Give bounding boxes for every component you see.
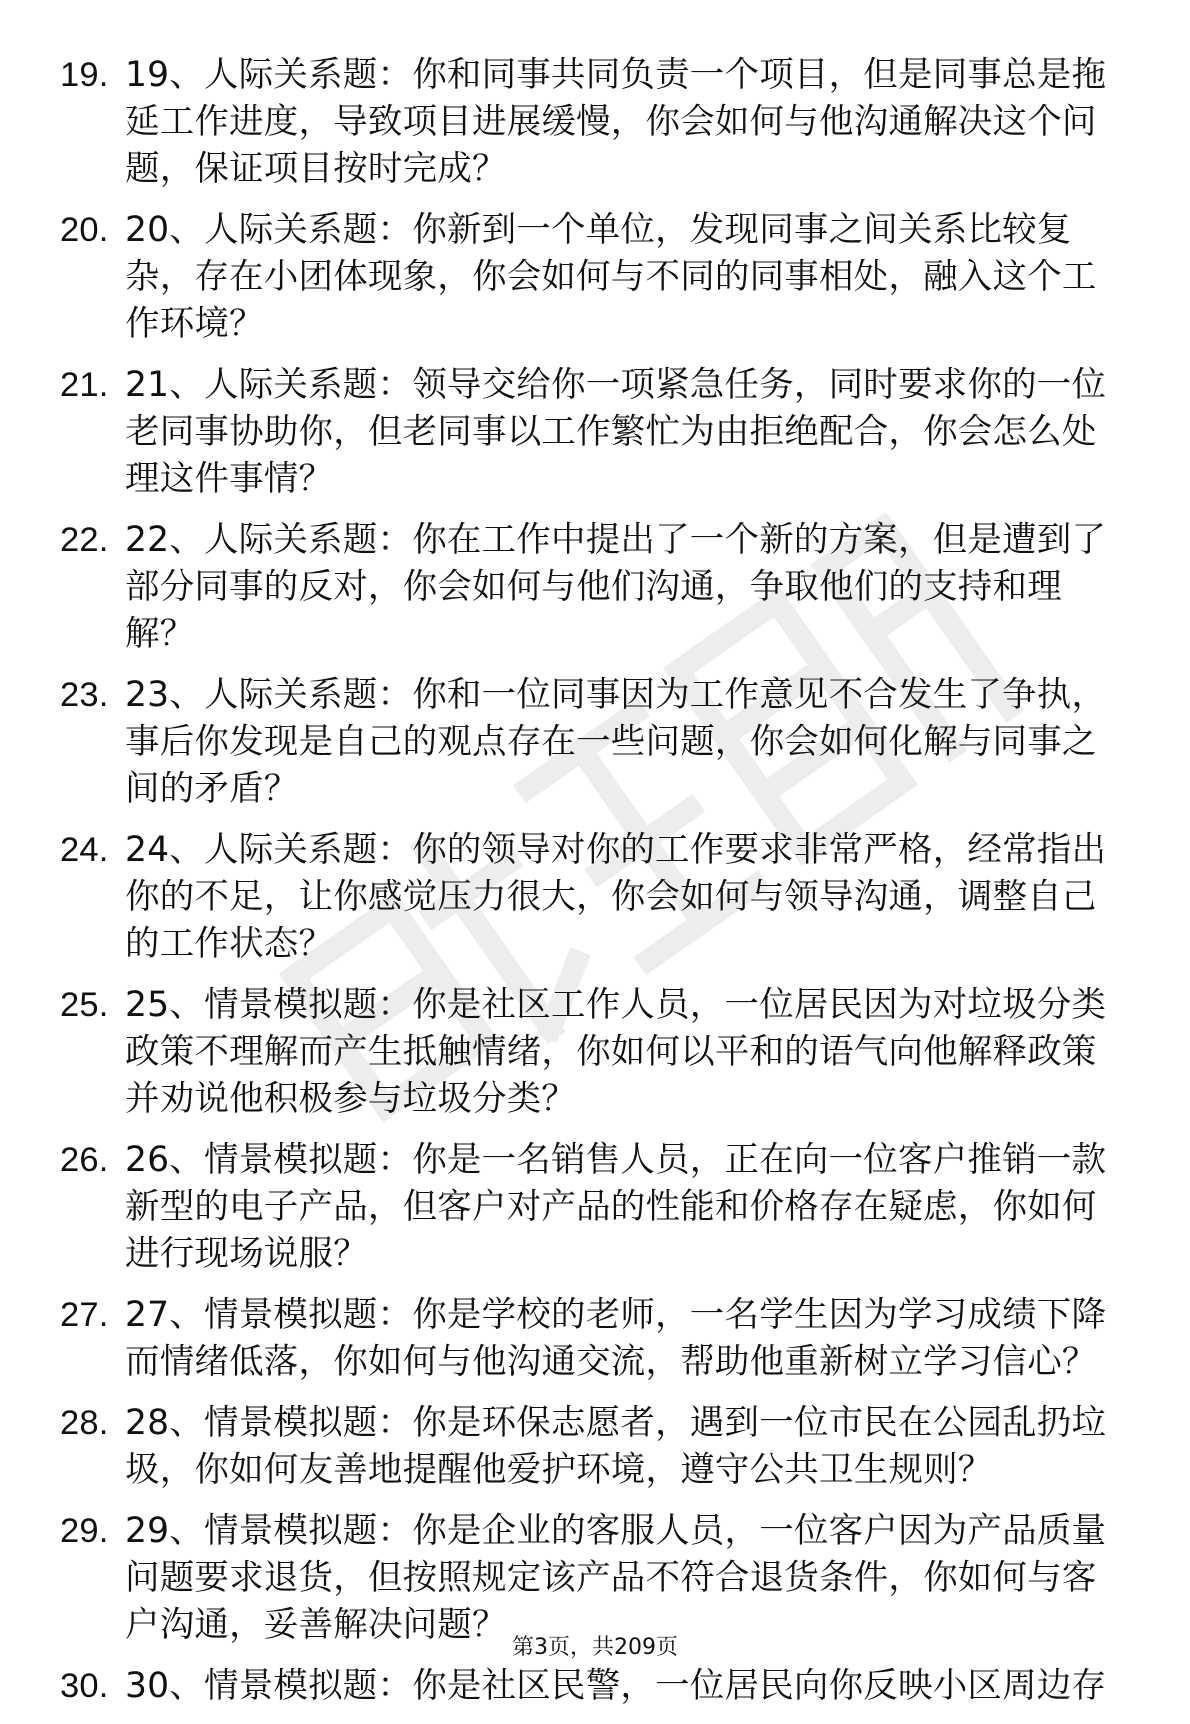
question-item xyxy=(60,1400,1130,1494)
question-number: 28. xyxy=(60,1404,109,1442)
question-list xyxy=(60,52,1130,1724)
question-text: 19、人际关系题：你和同事共同负责一个项目，但是同事总是拖延工作进度，导致项目进展缓慢，你会如何与他沟通解决这个问题，保证项目按时完成？ xyxy=(125,55,1107,189)
question-item xyxy=(60,52,1130,193)
page-number: 第3页，共209页 xyxy=(512,1635,678,1660)
question-text: 23、人际关系题：你和一位同事因为工作意见不合发生了争执，事后你发现是自己的观点存在一些问题，你会如何化解与同事之间的矛盾？ xyxy=(125,675,1107,809)
question-text: 20、人际关系题：你新到一个单位，发现同事之间关系比较复杂，存在小团体现象，你会如何与不同的同事相处，融入这个工作环境？ xyxy=(125,210,1097,344)
question-text: 30、情景模拟题：你是社区民警，一位居民向你反映小区周边存 xyxy=(125,1666,1107,1706)
question-number: 27. xyxy=(60,1296,109,1334)
page-footer xyxy=(0,1630,1190,1661)
question-item xyxy=(60,1508,1130,1649)
question-text: 28、情景模拟题：你是环保志愿者，遇到一位市民在公园乱扔垃圾，你如何友善地提醒他爱护环境，遵守公共卫生规则？ xyxy=(125,1403,1107,1490)
question-number: 19. xyxy=(60,56,109,94)
question-item xyxy=(60,982,1130,1123)
question-number: 23. xyxy=(60,676,109,714)
question-text: 22、人际关系题：你在工作中提出了一个新的方案，但是遭到了部分同事的反对，你会如何与他们沟通，争取他们的支持和理解？ xyxy=(125,520,1107,654)
question-number: 22. xyxy=(60,521,109,559)
question-number: 20. xyxy=(60,211,109,249)
question-item xyxy=(60,1663,1130,1710)
question-item xyxy=(60,517,1130,658)
question-number: 25. xyxy=(60,986,109,1024)
question-number: 24. xyxy=(60,831,109,869)
question-text: 26、情景模拟题：你是一名销售人员，正在向一位客户推销一款新型的电子产品，但客户对产品的性能和价格存在疑虑，你如何进行现场说服？ xyxy=(125,1140,1107,1274)
question-text: 29、情景模拟题：你是企业的客服人员，一位客户因为产品质量问题要求退货，但按照规定该产品不符合退货条件，你如何与客户沟通，妥善解决问题？ xyxy=(125,1511,1107,1645)
question-item xyxy=(60,1292,1130,1386)
question-text: 21、人际关系题：领导交给你一项紧急任务，同时要求你的一位老同事协助你，但老同事以工作繁忙为由拒绝配合，你会怎么处理这件事情？ xyxy=(125,365,1107,499)
question-item xyxy=(60,1137,1130,1278)
question-text: 24、人际关系题：你的领导对你的工作要求非常严格，经常指出你的不足，让你感觉压力很大，你会如何与领导沟通，调整自己的工作状态？ xyxy=(125,830,1107,964)
question-item xyxy=(60,207,1130,348)
question-number: 30. xyxy=(60,1667,109,1705)
question-item xyxy=(60,827,1130,968)
question-text: 27、情景模拟题：你是学校的老师，一名学生因为学习成绩下降而情绪低落，你如何与他沟通交流，帮助他重新树立学习信心？ xyxy=(125,1295,1107,1382)
question-number: 21. xyxy=(60,366,109,404)
question-text: 25、情景模拟题：你是社区工作人员，一位居民因为对垃圾分类政策不理解而产生抵触情绪，你如何以平和的语气向他解释政策并劝说他积极参与垃圾分类？ xyxy=(125,985,1107,1119)
question-item xyxy=(60,672,1130,813)
question-item xyxy=(60,362,1130,503)
question-number: 26. xyxy=(60,1141,109,1179)
question-number: 29. xyxy=(60,1512,109,1550)
